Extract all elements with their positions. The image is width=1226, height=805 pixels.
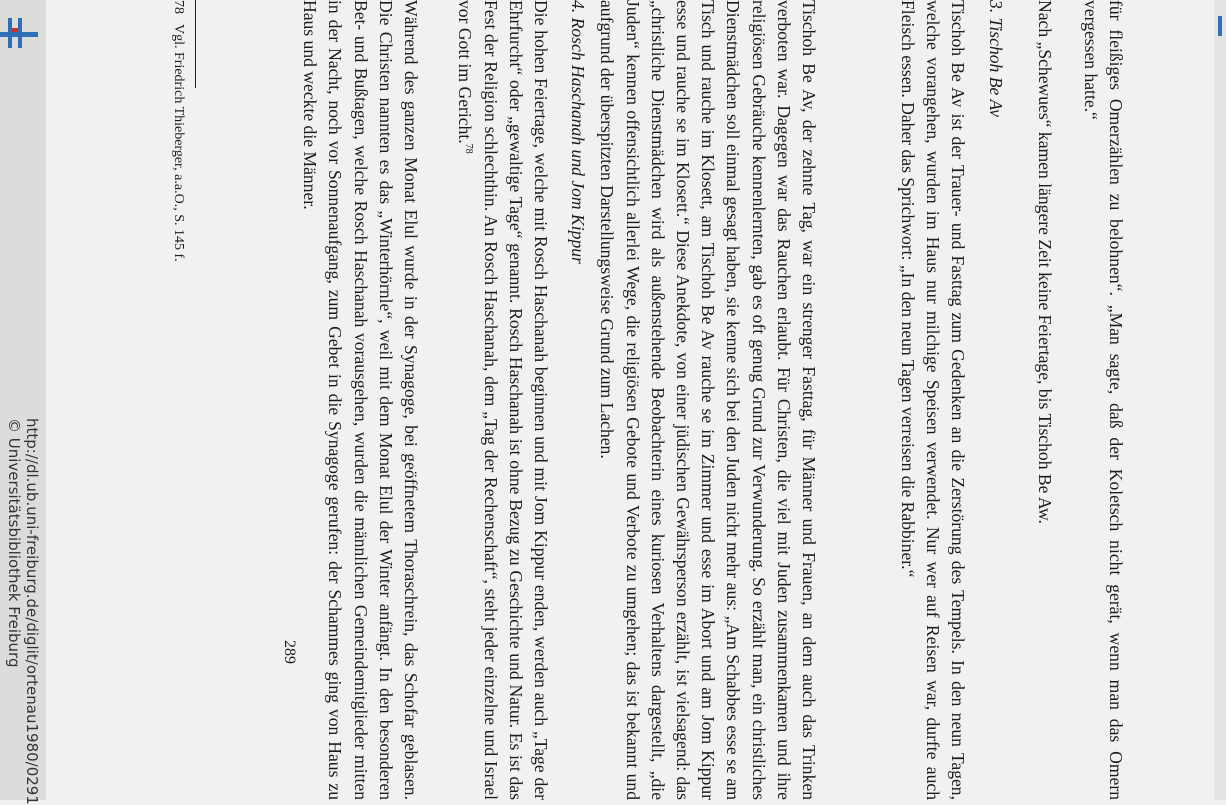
section3-paragraph-2: Tischoh Be Av, der zehnte Tag, war ein strenger Fasttag, für Männer und Frauen, an dem auch das Trinken verboten war. Dagegen war das Rauchen erlaubt. Für Christen, die viel mit Juden zusammenkamen und ihre religiösen Gebräuche kennenlernten, gab es oft genug Grund zur Verwunderung. So erzählt man, ein christliches Dienstmädchen soll einmal gesagt haben, sie kenne sich bei den Juden nicht mehr aus: „Am Schabbes esse se am Tisch und rauche im Klosett, am Tischoh Be Av rauche se im Zimmer und esse im Abort und am Jom Kippur esse und rauche se im Klosett.“ Diese Anekdote, von einer jüdischen Gewährsperson erzählt, ist vielsagend: das „christliche Dienstmädchen wird als außenstehende Beobachterin eines kuriosen Verhaltens dargestellt, „die Juden“ kennen offensichtlich allerlei Wege, die religiösen Gebote und Verbote zu umgehen; das ist bekannt und aufgrund der überspitzten Darstellungsweise Grund zum Lachen. (597, 0, 819, 800)
footnote-text: Vgl. Friedrich Thieberger, a.a.O., S. 145 f. (171, 24, 186, 262)
page-edge-marker-icon (1218, 16, 1224, 36)
section3-paragraph-1: Tischoh Be Av ist der Trauer- und Fasttag zum Gedenken an die Zerstörung des Tempels. In den neun Tagen, welche vorangehen, wurden im Haus nur milchige Speisen verwendet. Nur wer auf Reisen war, durfte auch Fleisch essen. Daher das Sprichwort: „In den neun Tagen verreisen die Rabbiner.“ (897, 0, 968, 800)
viewer-side-caption (0, 0, 46, 805)
footnote-divider (195, 0, 196, 88)
footnote-reference: 78 (463, 143, 475, 154)
intro-paragraph-1: für fleißiges Omerzählen zu belohnen“. „Man sagte, daß der Koletsch nicht gerät, wenn man das Omern vergessen hatte.“ (1080, 0, 1126, 800)
copyright-note: © Universitätsbibliothek Freiburg (5, 418, 23, 668)
book-page (98, 0, 1128, 800)
section4-paragraph-2: Während des ganzen Monat Elul wurde in der Synagoge, bei geöffnetem Thoraschrein, das Schofar geblasen. Die Christen nannten es das „Winterhörnle“, weil mit dem Monat Elul der Winter anfängt. In den besonderen Bet- und Bußtagen, welche Rosch Haschanah vorausgehen, wurden die männlichen Gemeindemitglieder mitten in der Nacht, noch vor Sonnenaufgang, zum Gebet in die Synagoge gerufen: der Schammes ging von Haus zu Haus und weckte die Männer. (300, 0, 421, 800)
source-url[interactable]: http://dl.ub.uni-freiburg.de/diglit/ortenau1980/0291 (23, 418, 41, 805)
viewer-right-strip (1214, 0, 1226, 800)
footnote-number: 78 (171, 0, 186, 14)
section-heading-tischoh-be-av: 3. Tischoh Be Av (986, 0, 1006, 117)
footnote (168, 0, 188, 800)
intro-paragraph-2: Nach „Schewues“ kamen längere Zeit keine Feiertage, bis Tischoh Be Aw. (1035, 0, 1055, 524)
section4-paragraph-1 (452, 0, 553, 800)
section-heading-rosch-haschanah: 4. Rosch Haschanah und Jom Kippur (568, 0, 588, 264)
page-number: 289 (281, 640, 298, 664)
section4-paragraph-1-text: Die hohen Feiertage, welche mit Rosch Haschanah beginnen und mit Jom Kippur enden, werden auch „Tage der Ehrfurcht“ oder „gewaltige Tage“ genannt. Rosch Haschanah ist ohne Bezug zu Geschichte und Natur. Es ist das Fest der Religion schlechthin. An Rosch Haschanah, dem „Tag der Rechenschaft“, steht jeder einzelne und Israel vor Gott im Gericht. (455, 0, 551, 800)
